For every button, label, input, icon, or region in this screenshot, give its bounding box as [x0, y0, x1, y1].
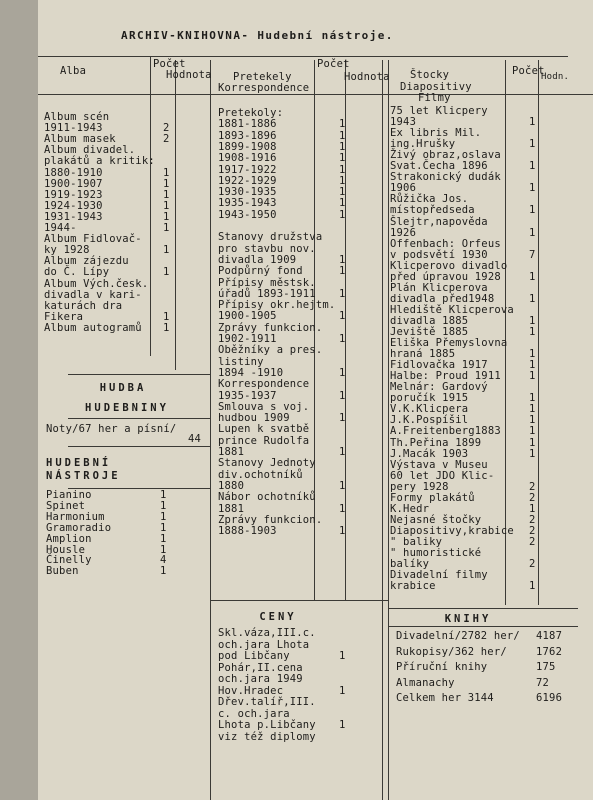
- entry-count: 1: [160, 543, 167, 556]
- entry-label: Formy plakátů: [390, 491, 475, 504]
- hudba-heading: HUDBA: [99, 382, 147, 394]
- entry-count: 2: [163, 133, 170, 146]
- header-hodnota-1: Hodnota: [166, 69, 212, 81]
- entry-label: pery 1928: [390, 480, 449, 493]
- entry-label: ing.Hrušky: [390, 138, 456, 151]
- entry-count: 1: [339, 152, 346, 165]
- entry-label: J.Macák 1903: [390, 447, 469, 460]
- entry-label: 1893-1896: [218, 129, 277, 142]
- entry-label: divadla v kari-: [44, 288, 142, 301]
- entry-label: A.Freitenberg1883: [390, 425, 501, 438]
- noty-row: Noty/67 her a písní/: [46, 423, 177, 435]
- entry-label: Zprávy funkcion.: [218, 513, 323, 526]
- entry-label: 1880: [218, 479, 245, 492]
- entry-label: krabice: [390, 580, 436, 593]
- entry-count: 1: [529, 292, 536, 305]
- entry-label: 1881-1886: [218, 118, 277, 131]
- entry-label: Th.Peřina 1899: [390, 436, 482, 449]
- entry-count: 1: [529, 226, 536, 239]
- entry-label: Zprávy funkcion.: [218, 321, 323, 334]
- entry-label: Nejasné štočky: [390, 513, 482, 526]
- entry-label: Pianino: [46, 489, 92, 501]
- entry-label: Příruční knihy: [396, 661, 488, 674]
- entry-count: 1: [529, 348, 536, 361]
- entry-label: Hov.Hradec: [218, 684, 284, 697]
- entry-count: 1: [163, 199, 170, 212]
- col-divider: [538, 60, 539, 605]
- entry-label: Melnár: Gardový: [390, 381, 488, 394]
- entry-count: 1: [163, 266, 170, 279]
- nastroje-heading-2: NÁSTROJE: [46, 470, 121, 482]
- typed-sheet: [38, 0, 593, 800]
- header-pocet-1: Počet: [153, 58, 186, 70]
- entry-label: Přípisy okr.hejtm.: [218, 299, 336, 312]
- entry-label: Podpůrný fond: [218, 265, 303, 278]
- entry-count: 2: [529, 535, 536, 548]
- entry-label: c. och.jara: [218, 707, 290, 720]
- entry-count: 1: [529, 403, 536, 416]
- entry-label: 1924-1930: [44, 199, 103, 212]
- noty-count: 44: [188, 433, 202, 445]
- entry-label: Pohár,II.cena: [218, 661, 303, 674]
- entry-label: 1900-1907: [44, 177, 103, 190]
- entry-label: Fikera: [44, 310, 84, 323]
- entry-label: poručík 1915: [390, 392, 469, 405]
- binding-edge: [0, 0, 40, 800]
- entry-count: 1: [160, 532, 167, 545]
- entry-label: Buben: [46, 565, 79, 578]
- entry-label: Dřev.talíř,III.: [218, 696, 316, 708]
- header-rule: [38, 94, 593, 95]
- entry-label: Nábor ochotníků: [218, 491, 316, 504]
- entry-label: 1943: [390, 116, 417, 129]
- entry-label: Album scén: [44, 111, 110, 123]
- entry-label: Harmonium: [46, 510, 105, 523]
- entry-label: Lupen k svatbě: [218, 423, 310, 436]
- section-rule: [68, 374, 210, 375]
- entry-label: 1922-1929: [218, 174, 277, 187]
- entry-label: 1881: [218, 502, 245, 515]
- entry-count: 1: [339, 389, 346, 402]
- entry-label: 1935-1943: [218, 197, 277, 210]
- entry-label: 1894 -1910: [218, 366, 284, 379]
- entry-count: 1: [339, 140, 346, 153]
- entry-label: Gramoradio: [46, 521, 112, 534]
- entry-count: 1: [160, 521, 167, 534]
- entry-label: 1919-1923: [44, 188, 103, 201]
- entry-label: Živý obraz,oslava: [390, 149, 501, 162]
- entry-count: 1: [529, 116, 536, 129]
- entry-count: 1: [339, 502, 346, 515]
- entry-label: div.ochotníků: [218, 468, 303, 481]
- entry-label: Činelly: [46, 554, 92, 567]
- entry-label: Lhota p.Libčany: [218, 719, 316, 731]
- col-divider: [150, 56, 151, 356]
- entry-label: pod Libčany: [218, 650, 290, 662]
- knihy-heading: KNIHY: [444, 613, 492, 625]
- entry-count: 1: [339, 186, 346, 199]
- nastroje-heading-1: HUDEBNÍ: [46, 457, 112, 469]
- entry-label: Skl.váza,III.c.: [218, 627, 316, 639]
- entry-label: Eliška Přemyslovna: [390, 337, 508, 350]
- entry-label: Korrespondence: [218, 378, 310, 391]
- entry-count: 1: [163, 166, 170, 179]
- entry-label: Divadelní/2782 her/: [396, 630, 520, 642]
- entry-label: V.K.Klicpera: [390, 403, 469, 416]
- entry-count: 1: [339, 287, 346, 300]
- entry-label: 1931-1943: [44, 210, 103, 223]
- col-divider: [210, 60, 211, 800]
- entry-label: Album autogramů: [44, 321, 142, 334]
- entry-label: Plán Klicperova: [390, 281, 488, 294]
- hudebniny-heading: HUDEBNINY: [85, 402, 169, 414]
- entry-label: Fidlovačka 1917: [390, 359, 488, 372]
- entry-label: Offenbach: Orfeus: [390, 237, 501, 250]
- entry-label: 1908-1916: [218, 152, 277, 165]
- entry-count: 2: [163, 122, 170, 135]
- entry-label: Ex libris Mil.: [390, 127, 482, 140]
- entry-label: 1926: [390, 226, 417, 239]
- entry-label: Diapositivy,krabice: [390, 524, 514, 537]
- entry-count: 1: [339, 479, 346, 492]
- header-hodnota-3: Hodn.: [541, 72, 570, 82]
- entry-count: 1: [339, 197, 346, 210]
- entry-count: 1: [529, 392, 536, 405]
- ceny-heading: CENY: [259, 611, 297, 623]
- section-rule: [210, 600, 388, 601]
- entry-count: 1762: [536, 645, 563, 658]
- entry-count: 1: [339, 208, 346, 221]
- entry-count: 1: [160, 489, 167, 501]
- entry-count: 1: [339, 163, 346, 176]
- entry-label: 1902-1911: [218, 333, 277, 345]
- header-filmy: Filmy: [418, 92, 451, 104]
- section-rule: [68, 446, 210, 447]
- entry-label: J.K.Pospíšil: [390, 414, 469, 427]
- entry-count: 1: [160, 565, 167, 578]
- entry-label: " humoristické: [390, 547, 482, 559]
- entry-count: 175: [536, 661, 556, 674]
- entry-count: 72: [536, 676, 550, 689]
- entry-label: Rukopisy/362 her/: [396, 645, 507, 658]
- entry-label: " baliky: [390, 535, 443, 548]
- entry-count: 1: [163, 177, 170, 190]
- header-pocet-3: Počet: [512, 65, 545, 77]
- entry-count: 1: [163, 188, 170, 201]
- header-diapozitivy: Diapositivy: [400, 81, 472, 93]
- entry-label: Almanachy: [396, 676, 455, 689]
- entry-count: 1: [529, 270, 536, 283]
- entry-label: Album Vých.česk.: [44, 277, 149, 290]
- entry-label: 1900-1905: [218, 310, 277, 323]
- entry-label: 60 let JDO Klic-: [390, 469, 495, 482]
- entry-count: 1: [163, 310, 170, 323]
- entry-label: viz též diplomy: [218, 730, 316, 743]
- entry-count: 2: [529, 558, 536, 571]
- entry-count: 1: [163, 210, 170, 223]
- header-korespondence: Korrespondence: [218, 82, 310, 94]
- entry-label: Album Fidlovač-: [44, 233, 142, 246]
- entry-count: 1: [160, 499, 167, 512]
- entry-label: 1880-1910: [44, 166, 103, 179]
- entry-count: 1: [339, 650, 346, 662]
- entry-count: 1: [339, 719, 346, 731]
- entry-label: Výstava v Museu: [390, 458, 488, 471]
- entry-label: balíky: [390, 558, 430, 571]
- entry-count: 1: [339, 265, 346, 278]
- entry-count: 1: [529, 326, 536, 338]
- entry-label: v podsvětí 1930: [390, 248, 488, 261]
- entry-label: hudbou 1909: [218, 412, 290, 425]
- entry-count: 1: [339, 684, 346, 697]
- entry-count: 1: [339, 366, 346, 379]
- entry-label: och.jara Lhota: [218, 638, 310, 651]
- top-rule: [38, 56, 568, 57]
- entry-label: před úpravou 1928: [390, 270, 501, 283]
- entry-count: 2: [529, 491, 536, 504]
- entry-count: 2: [529, 524, 536, 537]
- entry-count: 1: [529, 182, 536, 195]
- entry-count: 1: [529, 160, 536, 173]
- entry-label: Smlouva s voj.: [218, 400, 310, 413]
- entry-label: 75 let Klicpery: [390, 105, 488, 117]
- entry-count: 1: [529, 447, 536, 460]
- entry-label: prince Rudolfa: [218, 434, 310, 447]
- section-rule: [388, 626, 578, 627]
- entry-label: Pretekoly:: [218, 107, 284, 119]
- entry-count: 6196: [536, 692, 563, 705]
- entry-count: 1: [339, 525, 346, 538]
- entry-count: 1: [529, 580, 536, 593]
- entry-label: 1935-1937: [218, 389, 277, 402]
- entry-label: 1944-: [44, 222, 77, 234]
- col-divider: [382, 60, 383, 800]
- entry-count: 1: [529, 414, 536, 427]
- entry-count: 1: [339, 174, 346, 187]
- entry-label: Svat.Čecha 1896: [390, 160, 488, 173]
- entry-label: hraná 1885: [390, 348, 456, 361]
- header-pocet-2: Počet: [317, 58, 350, 70]
- entry-label: Hlediště Klicperova: [390, 303, 514, 316]
- col-divider: [505, 60, 506, 605]
- entry-label: Amplion: [46, 532, 92, 545]
- entry-label: Halbe: Proud 1911: [390, 370, 501, 383]
- entry-label: Šlejtr,napověda: [390, 215, 488, 228]
- header-hodnota-2: Hodnota: [344, 71, 390, 83]
- entry-count: 2: [529, 480, 536, 493]
- entry-count: 1: [339, 118, 346, 131]
- entry-label: Stanovy Jednoty: [218, 457, 316, 470]
- entry-label: Housle: [46, 543, 86, 556]
- entry-count: 7: [529, 248, 536, 261]
- entry-label: 1888-1903: [218, 525, 277, 538]
- entry-count: 1: [163, 222, 170, 234]
- entry-label: 1930-1935: [218, 186, 277, 199]
- entry-label: Přípisy městsk.: [218, 276, 316, 289]
- entry-count: 2: [529, 513, 536, 526]
- entry-label: plakátů a kritik:: [44, 155, 155, 168]
- entry-label: do Č. Lípy: [44, 266, 110, 279]
- entry-label: Divadelní filmy: [390, 569, 488, 582]
- entry-count: 1: [163, 321, 170, 334]
- entry-count: 1: [529, 359, 536, 372]
- entry-label: Klicperovo divadlo: [390, 259, 508, 272]
- entry-label: 1906: [390, 182, 417, 195]
- page-title: ARCHIV-KNIHOVNA- Hudební nástroje.: [121, 29, 394, 42]
- entry-count: 1: [163, 244, 170, 257]
- entry-label: divadla 1885: [390, 314, 469, 327]
- header-pretekely: Pretekely: [233, 71, 292, 83]
- entry-label: 1917-1922: [218, 163, 277, 176]
- entry-label: ky 1928: [44, 244, 90, 257]
- entry-count: 1: [339, 310, 346, 323]
- entry-label: katurách dra: [44, 299, 123, 312]
- entry-label: Spinet: [46, 499, 86, 512]
- entry-label: Album divadel.: [44, 144, 136, 157]
- entry-label: Celkem her 3144: [396, 692, 494, 705]
- entry-label: Jeviště 1885: [390, 326, 469, 338]
- entry-label: och.jara 1949: [218, 673, 303, 685]
- entry-label: divadla před1948: [390, 292, 495, 305]
- entry-count: 1: [529, 502, 536, 515]
- entry-label: Růžička Jos.: [390, 193, 469, 206]
- entry-count: 1: [529, 138, 536, 151]
- entry-label: Strakonický dudák: [390, 171, 501, 184]
- col-divider: [388, 60, 389, 800]
- entry-count: 1: [339, 333, 346, 345]
- entry-label: úřadů 1893-1911: [218, 287, 316, 300]
- section-rule: [68, 418, 210, 419]
- entry-label: Oběžníky a pres.: [218, 344, 323, 357]
- entry-label: divadla 1909: [218, 253, 297, 266]
- entry-label: 1899-1908: [218, 140, 277, 153]
- entry-count: 1: [529, 370, 536, 383]
- entry-label: 1943-1950: [218, 208, 277, 221]
- entry-label: místopředseda: [390, 204, 475, 217]
- entry-count: 1: [529, 314, 536, 327]
- entry-count: 1: [529, 204, 536, 217]
- entry-label: Stanovy družstva: [218, 231, 323, 244]
- entry-count: 1: [160, 510, 167, 523]
- entry-count: 1: [339, 253, 346, 266]
- entry-label: listiny: [218, 355, 264, 368]
- entry-label: K.Hedr: [390, 502, 430, 515]
- header-stocky: Štocky: [410, 69, 450, 81]
- entry-label: pro stavbu nov.: [218, 242, 316, 255]
- entry-count: 1: [529, 436, 536, 449]
- section-rule: [388, 608, 578, 609]
- entry-label: Album masek: [44, 133, 116, 146]
- entry-count: 4187: [536, 630, 563, 642]
- entry-count: 1: [339, 446, 346, 458]
- header-alba: Alba: [60, 65, 87, 77]
- entry-label: 1911-1943: [44, 122, 103, 135]
- entry-count: 1: [339, 412, 346, 425]
- entry-count: 1: [529, 425, 536, 438]
- entry-count: 4: [160, 554, 167, 567]
- entry-label: Album zájezdu: [44, 255, 129, 268]
- entry-count: 1: [339, 129, 346, 142]
- entry-label: 1881: [218, 446, 245, 458]
- col-divider: [175, 60, 176, 370]
